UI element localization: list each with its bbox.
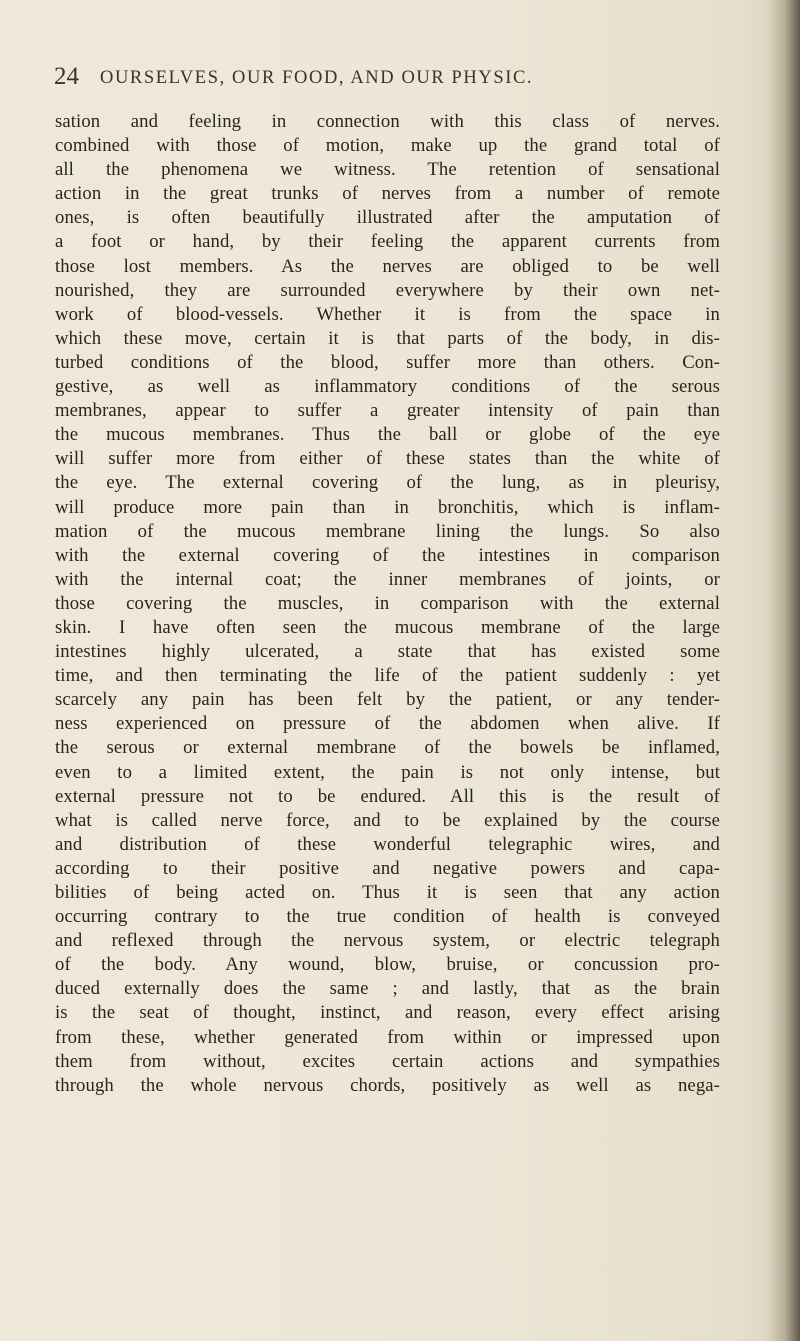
page-binding-shadow [766,0,800,1341]
text-line: of the body. Any wound, blow, bruise, or concussion pro- [55,954,720,976]
text-line: those lost members. As the nerves are obliged to be well [55,255,720,277]
text-line: mation of the mucous membrane lining the lungs. So also [55,520,720,542]
text-line: ness experienced on pressure of the abdomen when alive. If [55,713,720,735]
text-line: gestive, as well as inflammatory conditions of the serous [55,376,720,398]
text-line: what is called nerve force, and to be explained by the course [55,809,720,831]
text-line: occurring contrary to the true condition of health is conveyed [55,906,720,928]
text-line: and distribution of these wonderful telegraphic wires, and [55,833,720,855]
text-line: those covering the muscles, in comparison with the external [55,592,720,614]
text-line: which these move, certain it is that parts of the body, in dis- [55,327,720,349]
text-line: sation and feeling in connection with this class of nerves. [55,111,720,132]
text-line: all the phenomena we witness. The retention of sensational [55,159,720,181]
text-line: according to their positive and negative powers and capa- [55,857,720,879]
text-line: combined with those of motion, make up the grand total of [55,135,720,157]
text-line: the eye. The external covering of the lung, as in pleurisy, [55,472,720,494]
text-line: ones, is often beautifully illustrated after the amputation of [55,207,720,229]
text-line: will suffer more from either of these states than the white of [55,448,720,470]
text-line: time, and then terminating the life of the patient suddenly : yet [55,665,720,687]
text-line: with the internal coat; the inner membranes of joints, or [55,568,720,590]
text-line: scarcely any pain has been felt by the patient, or any tender- [55,689,720,711]
text-line: is the seat of thought, instinct, and reason, every effect arising [55,1002,720,1024]
body-text [55,110,720,1098]
text-line: and reflexed through the nervous system, or electric telegraph [55,930,720,952]
text-line: them from without, excites certain actions and sympathies [55,1050,720,1072]
text-line: bilities of being acted on. Thus it is seen that any action [55,882,720,903]
text-line: even to a limited extent, the pain is not only intense, but [55,761,720,783]
page-header [54,62,714,92]
text-line: membranes, appear to suffer a greater intensity of pain than [55,400,720,422]
text-line: work of blood-vessels. Whether it is from the space in [55,303,720,325]
text-line: through the whole nervous chords, positively as well as nega- [55,1074,720,1096]
text-line: external pressure not to be endured. All this is the result of [55,785,720,807]
running-title: OURSELVES, OUR FOOD, AND OUR PHYSIC. [100,68,534,88]
text-line: the mucous membranes. Thus the ball or globe of the eye [55,424,720,446]
text-line: action in the great trunks of nerves from a number of remote [55,183,720,205]
text-line: duced externally does the same ; and lastly, that as the brain [55,978,720,1000]
text-line: turbed conditions of the blood, suffer more than others. Con- [55,351,720,373]
text-line: intestines highly ulcerated, a state that has existed some [55,641,720,663]
text-line: skin. I have often seen the mucous membrane of the large [55,616,720,638]
text-line: nourished, they are surrounded everywhere by their own net- [55,279,720,301]
text-line: the serous or external membrane of the bowels be inflamed, [55,737,720,759]
text-line: with the external covering of the intestines in comparison [55,544,720,566]
text-line: a foot or hand, by their feeling the apparent currents from [55,231,720,253]
text-line: will produce more pain than in bronchitis, which is inflam- [55,496,720,518]
text-line: from these, whether generated from within or impressed upon [55,1026,720,1048]
page-number: 24 [54,63,79,90]
